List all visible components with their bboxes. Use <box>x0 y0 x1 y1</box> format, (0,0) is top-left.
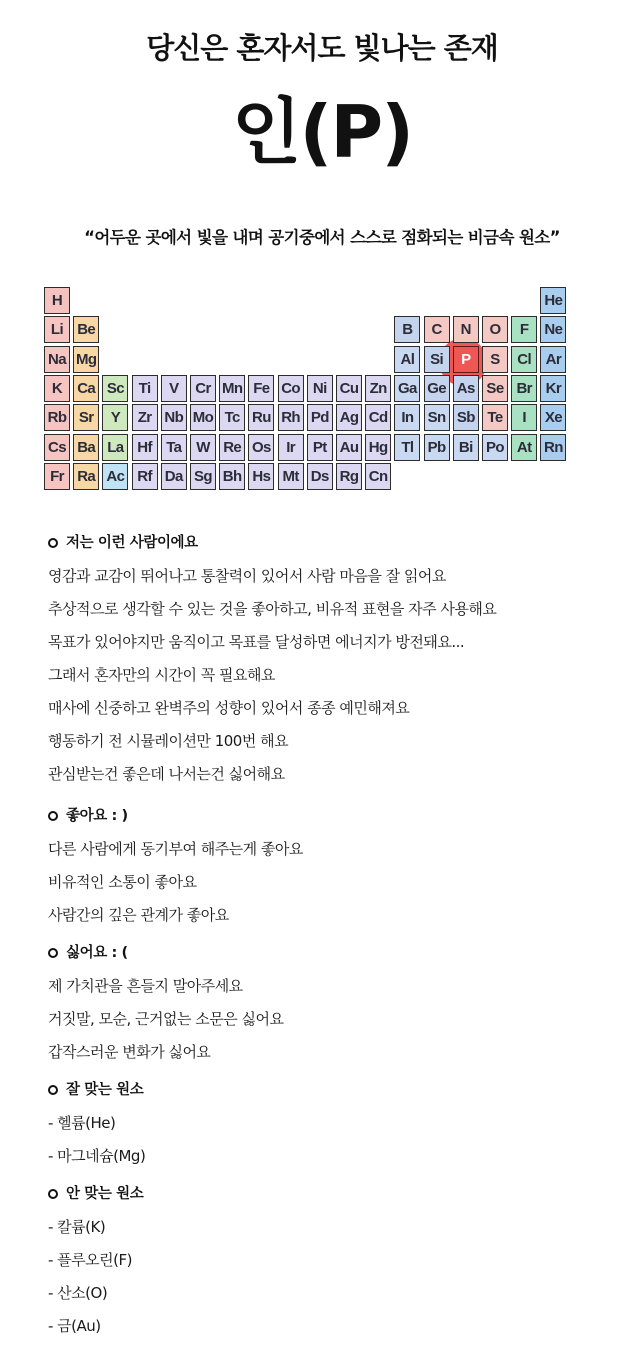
element-cell-br: Br <box>511 375 537 402</box>
element-cell-n: N <box>453 316 479 343</box>
dislikes-line: 갑작스러운 변화가 싫어요 <box>48 1043 211 1061</box>
element-cell-ni: Ni <box>307 375 333 402</box>
element-cell-s: S <box>482 346 508 373</box>
element-cell-v: V <box>161 375 187 402</box>
element-cell-ac: Ac <box>102 463 128 490</box>
element-cell-bi: Bi <box>453 434 479 461</box>
element-cell-da: Da <box>161 463 187 490</box>
bad-match-line: - 칼륨(K) <box>48 1218 106 1236</box>
good-match-title <box>48 1079 608 1101</box>
likes-title <box>48 805 608 827</box>
element-cell-rg: Rg <box>336 463 362 490</box>
element-cell-ru: Ru <box>248 404 274 431</box>
good-match-line: - 마그네슘(Mg) <box>48 1147 146 1165</box>
element-cell-os: Os <box>248 434 274 461</box>
bad-match-section <box>48 1183 608 1343</box>
element-cell-rb: Rb <box>44 404 70 431</box>
element-cell-at: At <box>511 434 537 461</box>
likes-line: 다른 사람에게 동기부여 해주는게 좋아요 <box>48 840 303 858</box>
element-cell-mn: Mn <box>219 375 245 402</box>
element-cell-in: In <box>394 404 420 431</box>
likes-line: 비유적인 소통이 좋아요 <box>48 873 197 891</box>
about-line: 영감과 교감이 뛰어나고 통찰력이 있어서 사람 마음을 잘 읽어요 <box>48 567 446 585</box>
element-cell-la: La <box>102 434 128 461</box>
element-cell-cl: Cl <box>511 346 537 373</box>
element-cell-ge: Ge <box>424 375 450 402</box>
about-line: 매사에 신중하고 완벽주의 성향이 있어서 종종 예민해져요 <box>48 699 410 717</box>
element-cell-ga: Ga <box>394 375 420 402</box>
circle-bullet-icon <box>48 811 58 821</box>
element-cell-kr: Kr <box>540 375 566 402</box>
element-cell-rh: Rh <box>278 404 304 431</box>
circle-bullet-icon <box>48 948 58 958</box>
element-cell-na: Na <box>44 346 70 373</box>
dislikes-section <box>48 942 608 1069</box>
about-section <box>48 532 608 791</box>
element-cell-rn: Rn <box>540 434 566 461</box>
circle-bullet-icon <box>48 1085 58 1095</box>
element-cell-mt: Mt <box>278 463 304 490</box>
element-cell-ra: Ra <box>73 463 99 490</box>
element-cell-cr: Cr <box>190 375 216 402</box>
element-cell-bh: Bh <box>219 463 245 490</box>
element-cell-i: I <box>511 404 537 431</box>
about-line: 행동하기 전 시뮬레이션만 100번 해요 <box>48 732 289 750</box>
element-cell-zn: Zn <box>365 375 391 402</box>
element-cell-ti: Ti <box>132 375 158 402</box>
element-cell-h: H <box>44 287 70 314</box>
element-cell-sg: Sg <box>190 463 216 490</box>
element-cell-p: P <box>453 346 479 373</box>
element-cell-re: Re <box>219 434 245 461</box>
element-cell-fe: Fe <box>248 375 274 402</box>
subtitle: 당신은 혼자서도 빛나는 존재 <box>146 31 498 65</box>
about-line: 관심받는건 좋은데 나서는건 싫어해요 <box>48 765 285 783</box>
bad-match-title <box>48 1183 608 1205</box>
element-cell-as: As <box>453 375 479 402</box>
good-match-section <box>48 1079 608 1173</box>
element-cell-ar: Ar <box>540 346 566 373</box>
about-title-text: 저는 이런 사람이에요 <box>66 535 198 551</box>
good-match-line: - 헬륨(He) <box>48 1114 116 1132</box>
element-cell-be: Be <box>73 316 99 343</box>
element-cell-nb: Nb <box>161 404 187 431</box>
circle-bullet-icon <box>48 1189 58 1199</box>
about-line: 추상적으로 생각할 수 있는 것을 좋아하고, 비유적 표현을 자주 사용해요 <box>48 600 497 618</box>
dislikes-line: 거짓말, 모순, 근거없는 소문은 싫어요 <box>48 1010 284 1028</box>
circle-bullet-icon <box>48 538 58 548</box>
dislikes-title-text: 싫어요 : ( <box>66 945 128 961</box>
element-cell-rf: Rf <box>132 463 158 490</box>
dislikes-line: 제 가치관을 흔들지 말아주세요 <box>48 977 243 995</box>
element-cell-cd: Cd <box>365 404 391 431</box>
element-cell-tc: Tc <box>219 404 245 431</box>
element-cell-sn: Sn <box>424 404 450 431</box>
about-line: 목표가 있어야지만 움직이고 목표를 달성하면 에너지가 방전돼요... <box>48 633 465 651</box>
bad-match-line: - 산소(O) <box>48 1284 108 1302</box>
element-cell-sb: Sb <box>453 404 479 431</box>
element-cell-y: Y <box>102 404 128 431</box>
element-cell-sr: Sr <box>73 404 99 431</box>
about-line: 그래서 혼자만의 시간이 꼭 필요해요 <box>48 666 275 684</box>
element-cell-ta: Ta <box>161 434 187 461</box>
element-cell-pb: Pb <box>424 434 450 461</box>
element-cell-ir: Ir <box>278 434 304 461</box>
element-cell-ag: Ag <box>336 404 362 431</box>
bad-match-line: - 금(Au) <box>48 1317 101 1335</box>
element-cell-hs: Hs <box>248 463 274 490</box>
element-cell-xe: Xe <box>540 404 566 431</box>
element-cell-f: F <box>511 316 537 343</box>
bad-match-line: - 플루오린(F) <box>48 1251 132 1269</box>
bad-match-title-text: 안 맞는 원소 <box>66 1186 144 1202</box>
element-cell-pt: Pt <box>307 434 333 461</box>
element-cell-w: W <box>190 434 216 461</box>
element-cell-cn: Cn <box>365 463 391 490</box>
element-cell-tl: Tl <box>394 434 420 461</box>
element-cell-hg: Hg <box>365 434 391 461</box>
element-cell-cs: Cs <box>44 434 70 461</box>
element-cell-se: Se <box>482 375 508 402</box>
element-cell-co: Co <box>278 375 304 402</box>
likes-section <box>48 805 608 932</box>
periodic-table <box>44 287 570 493</box>
element-cell-po: Po <box>482 434 508 461</box>
element-cell-cu: Cu <box>336 375 362 402</box>
element-cell-mg: Mg <box>73 346 99 373</box>
element-cell-li: Li <box>44 316 70 343</box>
good-match-title-text: 잘 맞는 원소 <box>66 1082 144 1098</box>
element-cell-te: Te <box>482 404 508 431</box>
element-cell-au: Au <box>336 434 362 461</box>
likes-line: 사람간의 깊은 관계가 좋아요 <box>48 906 229 924</box>
element-cell-pd: Pd <box>307 404 333 431</box>
element-cell-si: Si <box>424 346 450 373</box>
element-cell-ds: Ds <box>307 463 333 490</box>
element-cell-sc: Sc <box>102 375 128 402</box>
element-headline: 인(P) <box>231 90 413 174</box>
element-cell-ca: Ca <box>73 375 99 402</box>
likes-title-text: 좋아요 : ) <box>66 808 128 824</box>
element-cell-k: K <box>44 375 70 402</box>
dislikes-title <box>48 942 608 964</box>
element-cell-ba: Ba <box>73 434 99 461</box>
element-cell-zr: Zr <box>132 404 158 431</box>
element-cell-hf: Hf <box>132 434 158 461</box>
element-cell-b: B <box>394 316 420 343</box>
element-cell-mo: Mo <box>190 404 216 431</box>
element-cell-al: Al <box>394 346 420 373</box>
element-quote: “어두운 곳에서 빛을 내며 공기중에서 스스로 점화되는 비금속 원소” <box>84 228 560 247</box>
element-cell-o: O <box>482 316 508 343</box>
element-cell-he: He <box>540 287 566 314</box>
about-title <box>48 532 608 554</box>
element-cell-c: C <box>424 316 450 343</box>
element-cell-ne: Ne <box>540 316 566 343</box>
element-cell-fr: Fr <box>44 463 70 490</box>
